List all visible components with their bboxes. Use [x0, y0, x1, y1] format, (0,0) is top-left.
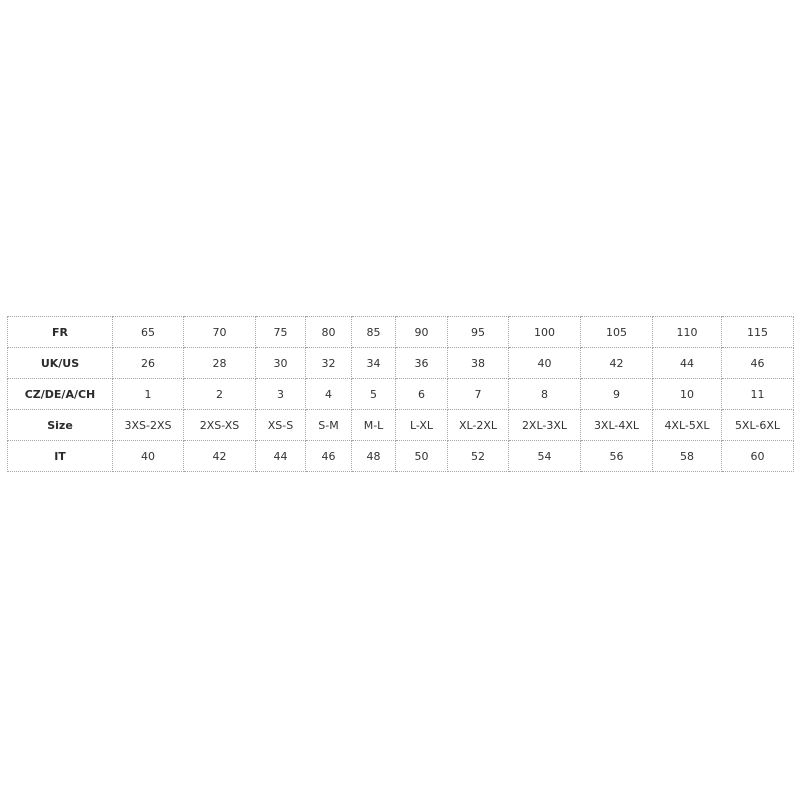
table-cell: 10	[653, 379, 722, 410]
table-cell: 75	[256, 317, 306, 348]
table-cell: 105	[581, 317, 653, 348]
table-cell: 38	[448, 348, 509, 379]
table-cell: 5XL-6XL	[722, 410, 794, 441]
row-label: IT	[8, 441, 113, 472]
table-cell: 1	[113, 379, 184, 410]
table-cell: 60	[722, 441, 794, 472]
table-cell: 3	[256, 379, 306, 410]
row-label: CZ/DE/A/CH	[8, 379, 113, 410]
table-cell: 34	[352, 348, 396, 379]
table-cell: 32	[306, 348, 352, 379]
table-row	[8, 348, 794, 379]
table-row	[8, 379, 794, 410]
table-cell: 110	[653, 317, 722, 348]
table-cell: 3XL-4XL	[581, 410, 653, 441]
table-cell: 4	[306, 379, 352, 410]
table-row	[8, 317, 794, 348]
row-label: Size	[8, 410, 113, 441]
table-cell: XS-S	[256, 410, 306, 441]
table-cell: 36	[396, 348, 448, 379]
table-row	[8, 410, 794, 441]
table-cell: 42	[184, 441, 256, 472]
table-cell: S-M	[306, 410, 352, 441]
table-cell: 46	[722, 348, 794, 379]
size-conversion-table	[7, 316, 794, 472]
table-cell: 56	[581, 441, 653, 472]
table-cell: 44	[256, 441, 306, 472]
table-cell: 2XL-3XL	[509, 410, 581, 441]
row-label: FR	[8, 317, 113, 348]
table-cell: 2	[184, 379, 256, 410]
table-cell: XL-2XL	[448, 410, 509, 441]
table-cell: 80	[306, 317, 352, 348]
table-cell: 54	[509, 441, 581, 472]
row-label: UK/US	[8, 348, 113, 379]
table-cell: 65	[113, 317, 184, 348]
table-cell: 6	[396, 379, 448, 410]
table-cell: 42	[581, 348, 653, 379]
table-cell: 2XS-XS	[184, 410, 256, 441]
table-cell: 4XL-5XL	[653, 410, 722, 441]
table-cell: 26	[113, 348, 184, 379]
table-cell: 7	[448, 379, 509, 410]
table-cell: 50	[396, 441, 448, 472]
table-cell: 28	[184, 348, 256, 379]
table-cell: 48	[352, 441, 396, 472]
table-cell: 3XS-2XS	[113, 410, 184, 441]
table-cell: 70	[184, 317, 256, 348]
table-cell: L-XL	[396, 410, 448, 441]
table-cell: 90	[396, 317, 448, 348]
table-cell: 9	[581, 379, 653, 410]
table-cell: 100	[509, 317, 581, 348]
table-cell: 95	[448, 317, 509, 348]
table-cell: 40	[509, 348, 581, 379]
table-cell: 8	[509, 379, 581, 410]
table-cell: M-L	[352, 410, 396, 441]
table-cell: 115	[722, 317, 794, 348]
table-cell: 44	[653, 348, 722, 379]
table-cell: 30	[256, 348, 306, 379]
table-cell: 40	[113, 441, 184, 472]
table-cell: 52	[448, 441, 509, 472]
table-cell: 46	[306, 441, 352, 472]
table-cell: 5	[352, 379, 396, 410]
table-row	[8, 441, 794, 472]
table-cell: 85	[352, 317, 396, 348]
table-cell: 11	[722, 379, 794, 410]
table-cell: 58	[653, 441, 722, 472]
size-table-body	[8, 317, 794, 472]
size-table	[7, 316, 794, 472]
